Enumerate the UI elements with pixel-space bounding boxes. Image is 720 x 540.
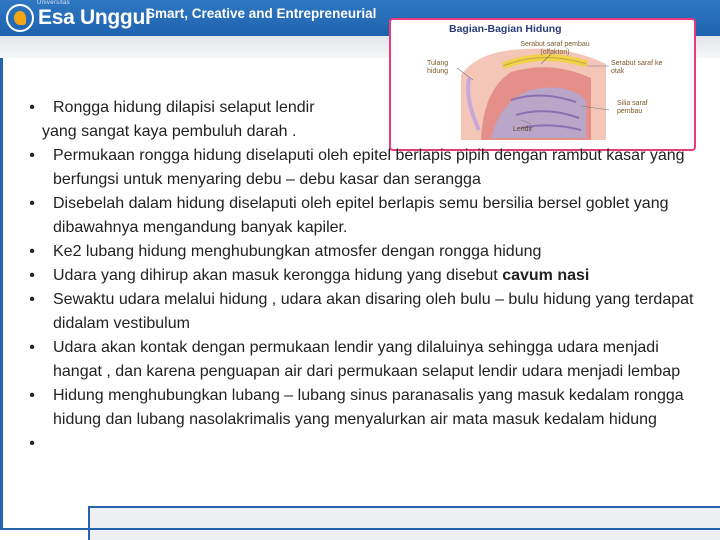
- list-item-text: Rongga hidung dilapisi selaput lendir: [53, 99, 315, 116]
- bullet-icon: •: [29, 387, 35, 404]
- bullet-icon: •: [29, 195, 35, 212]
- list-item-text: Ke2 lubang hidung menghubungkan atmosfer dengan rongga hidung: [53, 243, 542, 260]
- bullet-icon: •: [29, 267, 35, 284]
- label-tulang-hidung: Tulang hidung: [427, 60, 449, 75]
- list-item-text: Udara akan kontak dengan permukaan lendir yang dilaluinya sehingga udara menjadi hangat , dan karena penguapan air dari permukaan selaput lendir udara menjadi lembap: [53, 339, 681, 380]
- logo-small-text: Universitas: [37, 0, 70, 6]
- term-cavum-nasi: cavum nasi: [502, 267, 590, 284]
- list-item-text: Hidung menghubungkan lubang – lubang sinus paranasalis yang masuk kedalam rongga hidung dan lubang nasolakrimalis yang menyalurkan air mata masuk kedalam hidung: [53, 387, 684, 428]
- list-item: [24, 336, 704, 384]
- list-item: [24, 192, 704, 240]
- label-serabut-ke-otak: Serabut saraf ke otak: [611, 60, 663, 75]
- list-item-text: Permukaan rongga hidung diselaputi oleh epitel berlapis pipih dengan rambut kasar yang berfungsi untuk menyaring debu – debu kasar dan serangga: [53, 147, 685, 188]
- footer-panel: [88, 506, 720, 540]
- logo-emblem-icon: [6, 4, 34, 32]
- bullet-icon: •: [29, 243, 35, 260]
- tagline: Smart, Creative and Entrepreneurial: [146, 6, 377, 21]
- bullet-icon: •: [29, 147, 35, 164]
- label-silia-saraf: Silia saraf pembau: [617, 100, 648, 115]
- list-item: [24, 288, 704, 336]
- list-item-text: yang sangat kaya pembuluh darah .: [42, 123, 297, 140]
- list-item: [24, 96, 704, 144]
- bullet-icon: •: [29, 291, 35, 308]
- left-accent-bar: [0, 58, 3, 528]
- list-item: [24, 264, 704, 288]
- list-item: [24, 144, 704, 192]
- label-lendir: Lendir: [513, 126, 533, 133]
- list-item: [24, 240, 704, 264]
- label-serabut-pembau: Serabut saraf pembau (olfaktori): [520, 41, 590, 56]
- bullet-icon: •: [29, 339, 35, 356]
- figure-title: Bagian-Bagian Hidung: [449, 23, 562, 35]
- bullet-icon: •: [29, 435, 35, 452]
- logo-name: Esa Unggul: [38, 6, 151, 29]
- list-item: [24, 384, 704, 432]
- university-logo: [6, 3, 151, 33]
- list-item-text: Disebelah dalam hidung diselaputi oleh epitel berlapis semu bersilia bersel goblet yang dibawahnya mengandung banyak kapiler.: [53, 195, 669, 236]
- bullet-icon: •: [29, 99, 35, 116]
- list-item-text: Sewaktu udara melalui hidung , udara akan disaring oleh bulu – bulu hidung yang terdapat didalam vestibulum: [53, 291, 694, 332]
- footer-rule: [0, 528, 720, 530]
- list-item-text: Udara yang dihirup akan masuk kerongga hidung yang disebut: [53, 267, 503, 284]
- bullet-list: [24, 96, 704, 452]
